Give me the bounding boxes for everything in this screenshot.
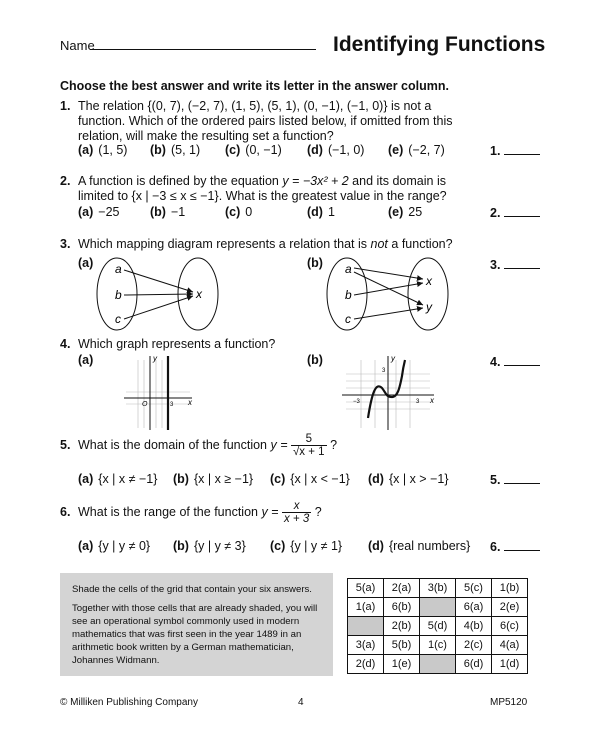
q6-text: What is the range of the function y = $\frac{x}{x + 3}$ ? xyxy=(78,500,322,526)
mapping-diagram-b xyxy=(320,255,460,335)
puzzle-instructions-box xyxy=(60,573,333,676)
page-title: Identifying Functions xyxy=(333,33,546,56)
q6-option-c: (c) {y | y ≠ 1} xyxy=(270,539,343,553)
q1-line2: function. Which of the ordered pairs listed below, if omitted from this xyxy=(78,114,453,128)
range-x: x xyxy=(196,287,202,301)
q5-text: What is the domain of the function y = $\frac{5}{√x + 1}$ ? xyxy=(78,433,338,459)
grid-cell[interactable]: 5(d) xyxy=(420,617,456,636)
q1-option-c: (c) (0, −1) xyxy=(225,143,282,157)
x-axis-label: x xyxy=(188,398,192,407)
name-label: Name xyxy=(60,38,95,53)
grid-cell[interactable]: 2(e) xyxy=(492,598,528,617)
q1-answer-blank[interactable]: 1. xyxy=(490,143,540,158)
domain-b: b xyxy=(345,288,352,302)
tick-y-label: 3 xyxy=(382,368,386,374)
q3-answer-blank[interactable]: 3. xyxy=(490,257,540,272)
instructions: Choose the best answer and write its letter in the answer column. xyxy=(60,79,449,93)
arrow-c-x xyxy=(124,296,193,319)
q1-line3: relation, will make the resulting set a function? xyxy=(78,129,334,143)
grid-cell[interactable]: 5(b) xyxy=(384,636,420,655)
domain-c: c xyxy=(345,312,351,326)
q6-option-b: (b) {y | y ≠ 3} xyxy=(173,539,246,553)
puzzle-instruction-2: Together with those cells that are already shaded, you will see an operational symbol commonly used in modern mathematics that was first seen in the year 1489 in an arithmetic book written by a German mathematician, Johannes Widmann. xyxy=(72,603,318,666)
q2-option-b: (b) −1 xyxy=(150,205,186,219)
q1-number: 1. xyxy=(60,99,71,113)
q4-graph-a-label: (a) xyxy=(78,353,94,367)
arrow-a-x xyxy=(124,270,193,292)
grid-cell-shaded xyxy=(348,617,384,636)
q4-answer-blank[interactable]: 4. xyxy=(490,354,540,369)
grid-cell[interactable]: 6(b) xyxy=(384,598,420,617)
domain-c: c xyxy=(115,312,121,326)
y-axis-label: y xyxy=(153,354,157,363)
q4-text: Which graph represents a function? xyxy=(78,337,276,351)
q6-fraction: $\frac{x}{x + 3}$ xyxy=(283,500,310,526)
q1-line1: The relation {(0, 7), (−2, 7), (1, 5), (5, 1), (0, −1), (−1, 0)} is not a xyxy=(78,99,432,113)
q1-option-a: (a) (1, 5) xyxy=(78,143,128,157)
footer-publisher: © Milliken Publishing Company xyxy=(60,697,198,708)
q3-diagram-b-label: (b) xyxy=(307,256,323,270)
q5-fraction: $\frac{5}{√x + 1}$ xyxy=(293,433,325,459)
q2-option-a: (a) −25 xyxy=(78,205,120,219)
q2-number: 2. xyxy=(60,174,71,188)
q2-text: A function is defined by the equation y = −3x² + 2 and its domain is limited to {x | −3 ≤ x ≤ −1}. What is the greatest value in the range? xyxy=(78,174,447,203)
q5-number: 5. xyxy=(60,438,71,452)
grid-cell-shaded xyxy=(420,655,456,674)
q2-option-c: (c) 0 xyxy=(225,205,253,219)
grid-cell[interactable]: 2(b) xyxy=(384,617,420,636)
q2-option-e: (e) 25 xyxy=(388,205,423,219)
grid-cell[interactable]: 4(a) xyxy=(492,636,528,655)
arrow-b-x xyxy=(124,294,193,295)
q6-answer-blank[interactable]: 6. xyxy=(490,539,540,554)
q5-option-a: (a) {x | x ≠ −1} xyxy=(78,472,158,486)
q5-option-d: (d) {x | x > −1} xyxy=(368,472,449,486)
grid-cell[interactable]: 4(b) xyxy=(456,617,492,636)
q1-option-e: (e) (−2, 7) xyxy=(388,143,445,157)
q3-text: Which mapping diagram represents a relation that is not a function? xyxy=(78,237,453,251)
q6-number: 6. xyxy=(60,505,71,519)
q1-option-d: (d) (−1, 0) xyxy=(307,143,365,157)
q2-answer-blank[interactable]: 2. xyxy=(490,205,540,220)
footer-code: MP5120 xyxy=(490,697,528,708)
q5-option-b: (b) {x | x ≥ −1} xyxy=(173,472,254,486)
q4-graph-b-label: (b) xyxy=(307,353,323,367)
y-axis-label: y xyxy=(391,354,395,363)
q1-option-b: (b) (5, 1) xyxy=(150,143,201,157)
q5-answer-blank[interactable]: 5. xyxy=(490,472,540,487)
grid-cell[interactable]: 3(a) xyxy=(348,636,384,655)
tick-neg-label: −3 xyxy=(353,399,360,405)
grid-cell[interactable]: 6(d) xyxy=(456,655,492,674)
range-x: x xyxy=(426,274,432,288)
domain-b: b xyxy=(115,288,122,302)
puzzle-instruction-1: Shade the cells of the grid that contain your six answers. xyxy=(72,584,312,595)
graph-a xyxy=(118,352,198,432)
grid-cell[interactable]: 3(b) xyxy=(420,579,456,598)
arrow-b-x xyxy=(354,283,423,295)
footer-page-number: 4 xyxy=(298,697,304,708)
q6-option-a: (a) {y | y ≠ 0} xyxy=(78,539,151,553)
q5-option-c: (c) {x | x < −1} xyxy=(270,472,350,486)
tick-pos-label: 3 xyxy=(416,399,420,405)
domain-a: a xyxy=(345,262,352,276)
grid-cell[interactable]: 6(c) xyxy=(492,617,528,636)
answer-grid xyxy=(347,578,528,674)
q1-text xyxy=(78,99,452,144)
q3-number: 3. xyxy=(60,237,71,251)
grid-cell[interactable]: 5(a) xyxy=(348,579,384,598)
grid-cell[interactable]: 5(c) xyxy=(456,579,492,598)
graph-b xyxy=(332,352,444,432)
tick-label: 3 xyxy=(170,402,174,408)
grid-cell[interactable]: 1(c) xyxy=(420,636,456,655)
x-axis-label: x xyxy=(430,396,434,405)
mapping-diagram-a xyxy=(90,255,230,335)
domain-a: a xyxy=(115,262,122,276)
grid-cell[interactable]: 2(d) xyxy=(348,655,384,674)
range-oval xyxy=(408,258,448,330)
grid-cell[interactable]: 2(c) xyxy=(456,636,492,655)
name-field[interactable] xyxy=(90,49,316,50)
q4-number: 4. xyxy=(60,337,71,351)
q6-option-d: (d) {real numbers} xyxy=(368,539,471,553)
origin-label: O xyxy=(142,401,148,408)
grid-cell-shaded xyxy=(420,598,456,617)
grid-cell[interactable]: 6(a) xyxy=(456,598,492,617)
range-y: y xyxy=(426,300,432,314)
grid-cell[interactable]: 2(a) xyxy=(384,579,420,598)
grid-cell[interactable]: 1(d) xyxy=(492,655,528,674)
grid-cell[interactable]: 1(e) xyxy=(384,655,420,674)
q2-option-d: (d) 1 xyxy=(307,205,335,219)
grid-cell[interactable]: 1(a) xyxy=(348,598,384,617)
grid-cell[interactable]: 1(b) xyxy=(492,579,528,598)
q3-diagram-a-label: (a) xyxy=(78,256,94,270)
